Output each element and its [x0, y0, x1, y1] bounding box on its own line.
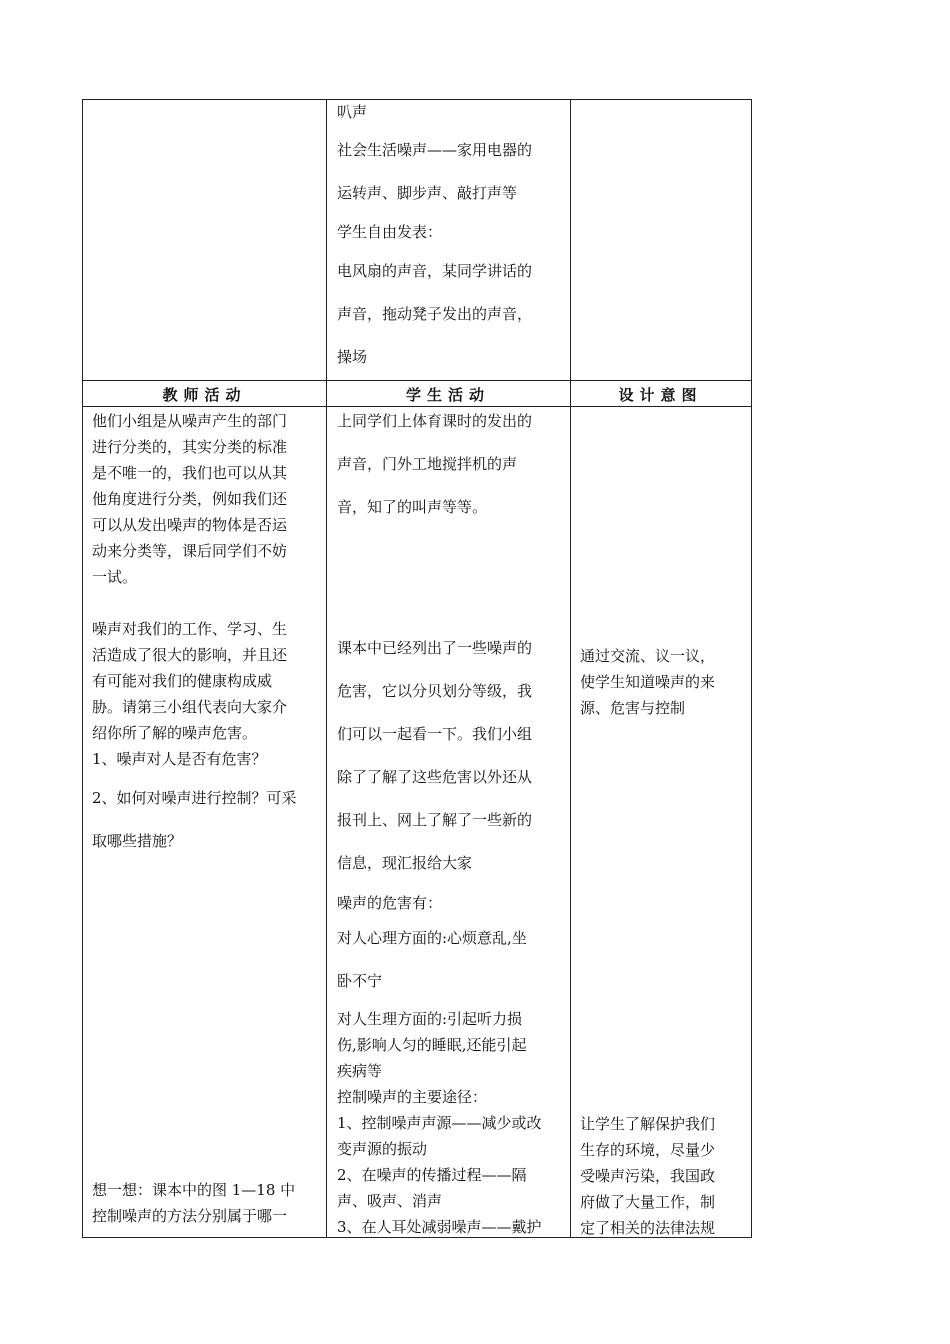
top-student-cell: [337, 100, 567, 379]
text-line: 活造成了很大的影响，并且还: [92, 646, 288, 664]
column-divider: [570, 100, 571, 1237]
text-line: 控制噪声的方法分别属于哪一: [92, 1207, 288, 1225]
teacher-text-block-3: [92, 1177, 322, 1229]
text-line: 他角度进行分类，例如我们还: [92, 490, 288, 508]
text-line: 想一想：课本中的图 1—18 中: [92, 1181, 296, 1199]
student-text-block-3: [337, 1006, 567, 1240]
design-text-block-1: [580, 643, 748, 721]
text-line: 使学生知道噪声的来: [580, 673, 716, 691]
text-line: 危害，它以分贝划分等级，我: [337, 682, 533, 700]
text-line: 声、吸声、消声: [337, 1192, 443, 1210]
text-line: 绍你所了解的噪声危害。: [92, 724, 258, 742]
text-line: 卧不宁: [337, 972, 383, 990]
text-line: 社会生活噪声——家用电器的: [337, 141, 533, 159]
text-line: 运转声、脚步声、敲打声等: [337, 184, 518, 202]
text-line: 胁。请第三小组代表向大家介: [92, 698, 288, 716]
text-line: 源、危害与控制: [580, 699, 686, 717]
text-line: 可以从发出噪声的物体是否运: [92, 516, 288, 534]
text-line: 通过交流、议一议，: [580, 647, 716, 665]
text-line: 一试。: [92, 568, 138, 586]
text-line: 2、如何对噪声进行控制？可采: [92, 789, 297, 807]
text-line: 上同学们上体育课时的发出的: [337, 412, 533, 430]
text-line: 们可以一起看一下。我们小组: [337, 725, 533, 743]
text-line: 叭声: [337, 103, 368, 121]
teacher-question-2: [92, 785, 322, 854]
text-line: 1、控制噪声声源——减少或改: [337, 1114, 542, 1132]
text-line: 3、在人耳处减弱噪声——戴护: [337, 1218, 542, 1236]
text-line: 受噪声污染，我国政: [580, 1167, 716, 1185]
text-line: 生存的环境，尽量少: [580, 1141, 716, 1159]
text-line: 2、在噪声的传播过程——隔: [337, 1166, 527, 1184]
text-line: 动来分类等，课后同学们不妨: [92, 542, 288, 560]
student-text-block-2: [337, 627, 567, 885]
student-psych-harm: [337, 917, 567, 1003]
text-line: 变声源的振动: [337, 1140, 428, 1158]
header-design-intent: 设计意图: [618, 386, 703, 404]
header-teacher-activity: 教师活动: [162, 386, 247, 404]
text-line: 疾病等: [337, 1062, 383, 1080]
lesson-plan-table: [82, 99, 752, 1238]
text-line: 是不唯一的，我们也可以从其: [92, 464, 288, 482]
text-line: 学生自由发表：: [337, 223, 443, 241]
text-line: 声音，门外工地搅拌机的声: [337, 455, 518, 473]
text-line: 信息，现汇报给大家: [337, 854, 473, 872]
text-line: 音，知了的叫声等等。: [337, 498, 488, 516]
text-line: 除了了解了这些危害以外还从: [337, 768, 533, 786]
text-line: 伤,影响人匀的睡眠,还能引起: [337, 1036, 527, 1054]
header-student-activity: 学生活动: [405, 386, 490, 404]
text-line: 1、噪声对人是否有危害？: [92, 750, 267, 768]
design-text-block-2: [580, 1111, 748, 1241]
column-divider: [326, 100, 327, 1237]
text-line: 有可能对我们的健康构成威: [92, 672, 273, 690]
teacher-text-block-2: [92, 616, 322, 772]
text-line: 对人生理方面的:引起听力损: [337, 1010, 523, 1028]
text-line: 让学生了解保护我们: [580, 1115, 716, 1133]
row-divider: [83, 380, 751, 381]
text-line: 电风扇的声音，某同学讲话的: [337, 262, 533, 280]
text-line: 声音，拖动凳子发出的声音，: [337, 305, 533, 323]
text-line: 府做了大量工作，制: [580, 1193, 716, 1211]
text-line: 报刊上、网上了解了一些新的: [337, 811, 533, 829]
text-line: 噪声的危害有：: [337, 894, 443, 912]
text-line: 进行分类的，其实分类的标准: [92, 438, 288, 456]
student-text-block-1: [337, 400, 567, 529]
student-harm-title: [337, 890, 567, 916]
text-line: 噪声对我们的工作、学习、生: [92, 620, 288, 638]
text-line: 课本中已经列出了一些噪声的: [337, 639, 533, 657]
text-line: 取哪些措施？: [92, 832, 183, 850]
teacher-text-block-1: [92, 408, 322, 590]
text-line: 操场: [337, 348, 368, 366]
text-line: 他们小组是从噪声产生的部门: [92, 412, 288, 430]
text-line: 对人心理方面的:心烦意乱,坐: [337, 929, 527, 947]
text-line: 定了相关的法律法规: [580, 1219, 716, 1237]
text-line: 控制噪声的主要途径：: [337, 1088, 488, 1106]
